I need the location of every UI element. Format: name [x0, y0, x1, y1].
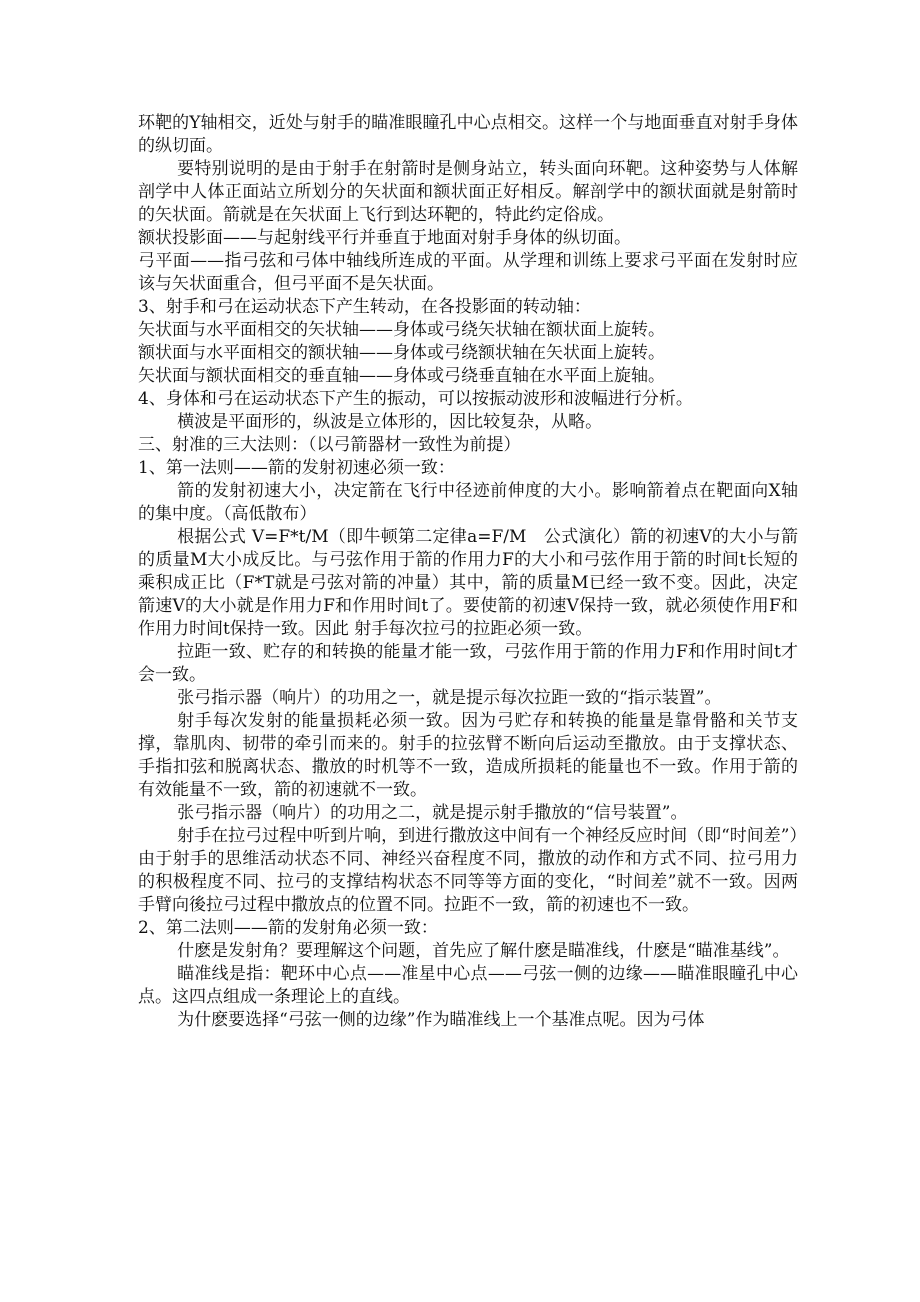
paragraph: 矢状面与额状面相交的垂直轴——身体或弓绕垂直轴在水平面上旋轴。	[138, 366, 665, 386]
paragraph: 矢状面与水平面相交的矢状轴——身体或弓绕矢状轴在额状面上旋转。	[138, 320, 665, 340]
paragraph: 什麽是发射角？要理解这个问题，首先应了解什麽是瞄准线，什麽是“瞄准基线”。	[177, 941, 790, 961]
document-body	[138, 112, 798, 1032]
paragraph: 额状投影面——与起射线平行并垂直于地面对射手身体的纵切面。	[138, 228, 631, 248]
paragraph: 环靶的Y轴相交，近处与射手的瞄准眼瞳孔中心点相交。这样一个与地面垂直对射手身体的纵切面。	[138, 113, 798, 156]
paragraph: 张弓指示器（响片）的功用之一，就是提示每次拉距一致的“指示装置”。	[177, 688, 722, 708]
paragraph: 横波是平面形的，纵波是立体形的，因比较复杂，从略。	[177, 412, 603, 432]
paragraph: 2、第二法则——箭的发射角必须一致：	[138, 918, 438, 938]
paragraph: 三、射准的三大法则：（以弓箭器材一致性为前提）	[138, 435, 521, 455]
paragraph: 张弓指示器（响片）的功用之二，就是提示射手撒放的“信号装置”。	[177, 803, 688, 823]
paragraph: 为什麽要选择“弓弦一侧的边缘”作为瞄准线上一个基准点呢。因为弓体	[177, 1010, 705, 1030]
paragraph: 射手每次发射的能量损耗必须一致。因为弓贮存和转换的能量是靠骨骼和关节支撑，靠肌肉、韧带的牵引而来的。射手的拉弦臂不断向后运动至撒放。由于支撑状态、手指扣弦和脱离状态、撒放的时机等不一致，造成所损耗的能量也不一致。作用于箭的有效能量不一致，箭的初速就不一致。	[138, 711, 798, 800]
paragraph: 要特别说明的是由于射手在射箭时是侧身站立，转头面向环靶。这种姿势与人体解剖学中人体正面站立所划分的矢状面和额状面正好相反。解剖学中的额状面就是射箭时的矢状面。箭就是在矢状面上飞行到达环靶的，特此约定俗成。	[138, 159, 798, 225]
paragraph: 3、射手和弓在运动状态下产生转动，在各投影面的转动轴：	[138, 297, 591, 317]
paragraph: 弓平面——指弓弦和弓体中轴线所连成的平面。从学理和训练上要求弓平面在发射时应该与矢状面重合，但弓平面不是矢状面。	[138, 251, 798, 294]
paragraph: 4、身体和弓在运动状态下产生的振动，可以按振动波形和波幅进行分析。	[138, 389, 693, 409]
paragraph: 根据公式 V=F*t/M（即牛顿第二定律a=F/M 公式演化）箭的初速V的大小与箭的质量M大小成反比。与弓弦作用于箭的作用力F的大小和弓弦作用于箭的时间t长短的乘积成正比（F*T就是弓弦对箭的冲量）其中，箭的质量M已经一致不变。因此，决定箭速V的大小就是作用力F和作用时间t了。要使箭的初速V保持一致，就必须使作用F和作用力时间t保持一致。因此 射手每次拉弓的拉距必须一致。	[138, 527, 798, 639]
paragraph: 拉距一致、贮存的和转换的能量才能一致，弓弦作用于箭的作用力F和作用时间t才会一致。	[138, 642, 798, 685]
paragraph: 箭的发射初速大小，决定箭在飞行中径迹前伸度的大小。影响箭着点在靶面向X轴的集中度。（高低散布）	[138, 481, 798, 524]
paragraph: 射手在拉弓过程中听到片响，到进行撒放这中间有一个神经反应时间（即“时间差”）由于射手的思维活动状态不同、神经兴奋程度不同，撒放的动作和方式不同、拉弓用力的积极程度不同、拉弓的支撑结构状态不同等等方面的变化，“时间差”就不一致。因两手臂向後拉弓过程中撒放点的位置不同。拉距不一致，箭的初速也不一致。	[138, 826, 798, 915]
paragraph: 瞄准线是指：靶环中心点——准星中心点——弓弦一侧的边缘——瞄准眼瞳孔中心点。这四点组成一条理论上的直线。	[138, 964, 798, 1007]
paragraph: 1、第一法则——箭的发射初速必须一致：	[138, 458, 455, 478]
paragraph: 额状面与水平面相交的额状轴——身体或弓绕额状轴在矢状面上旋转。	[138, 343, 665, 363]
